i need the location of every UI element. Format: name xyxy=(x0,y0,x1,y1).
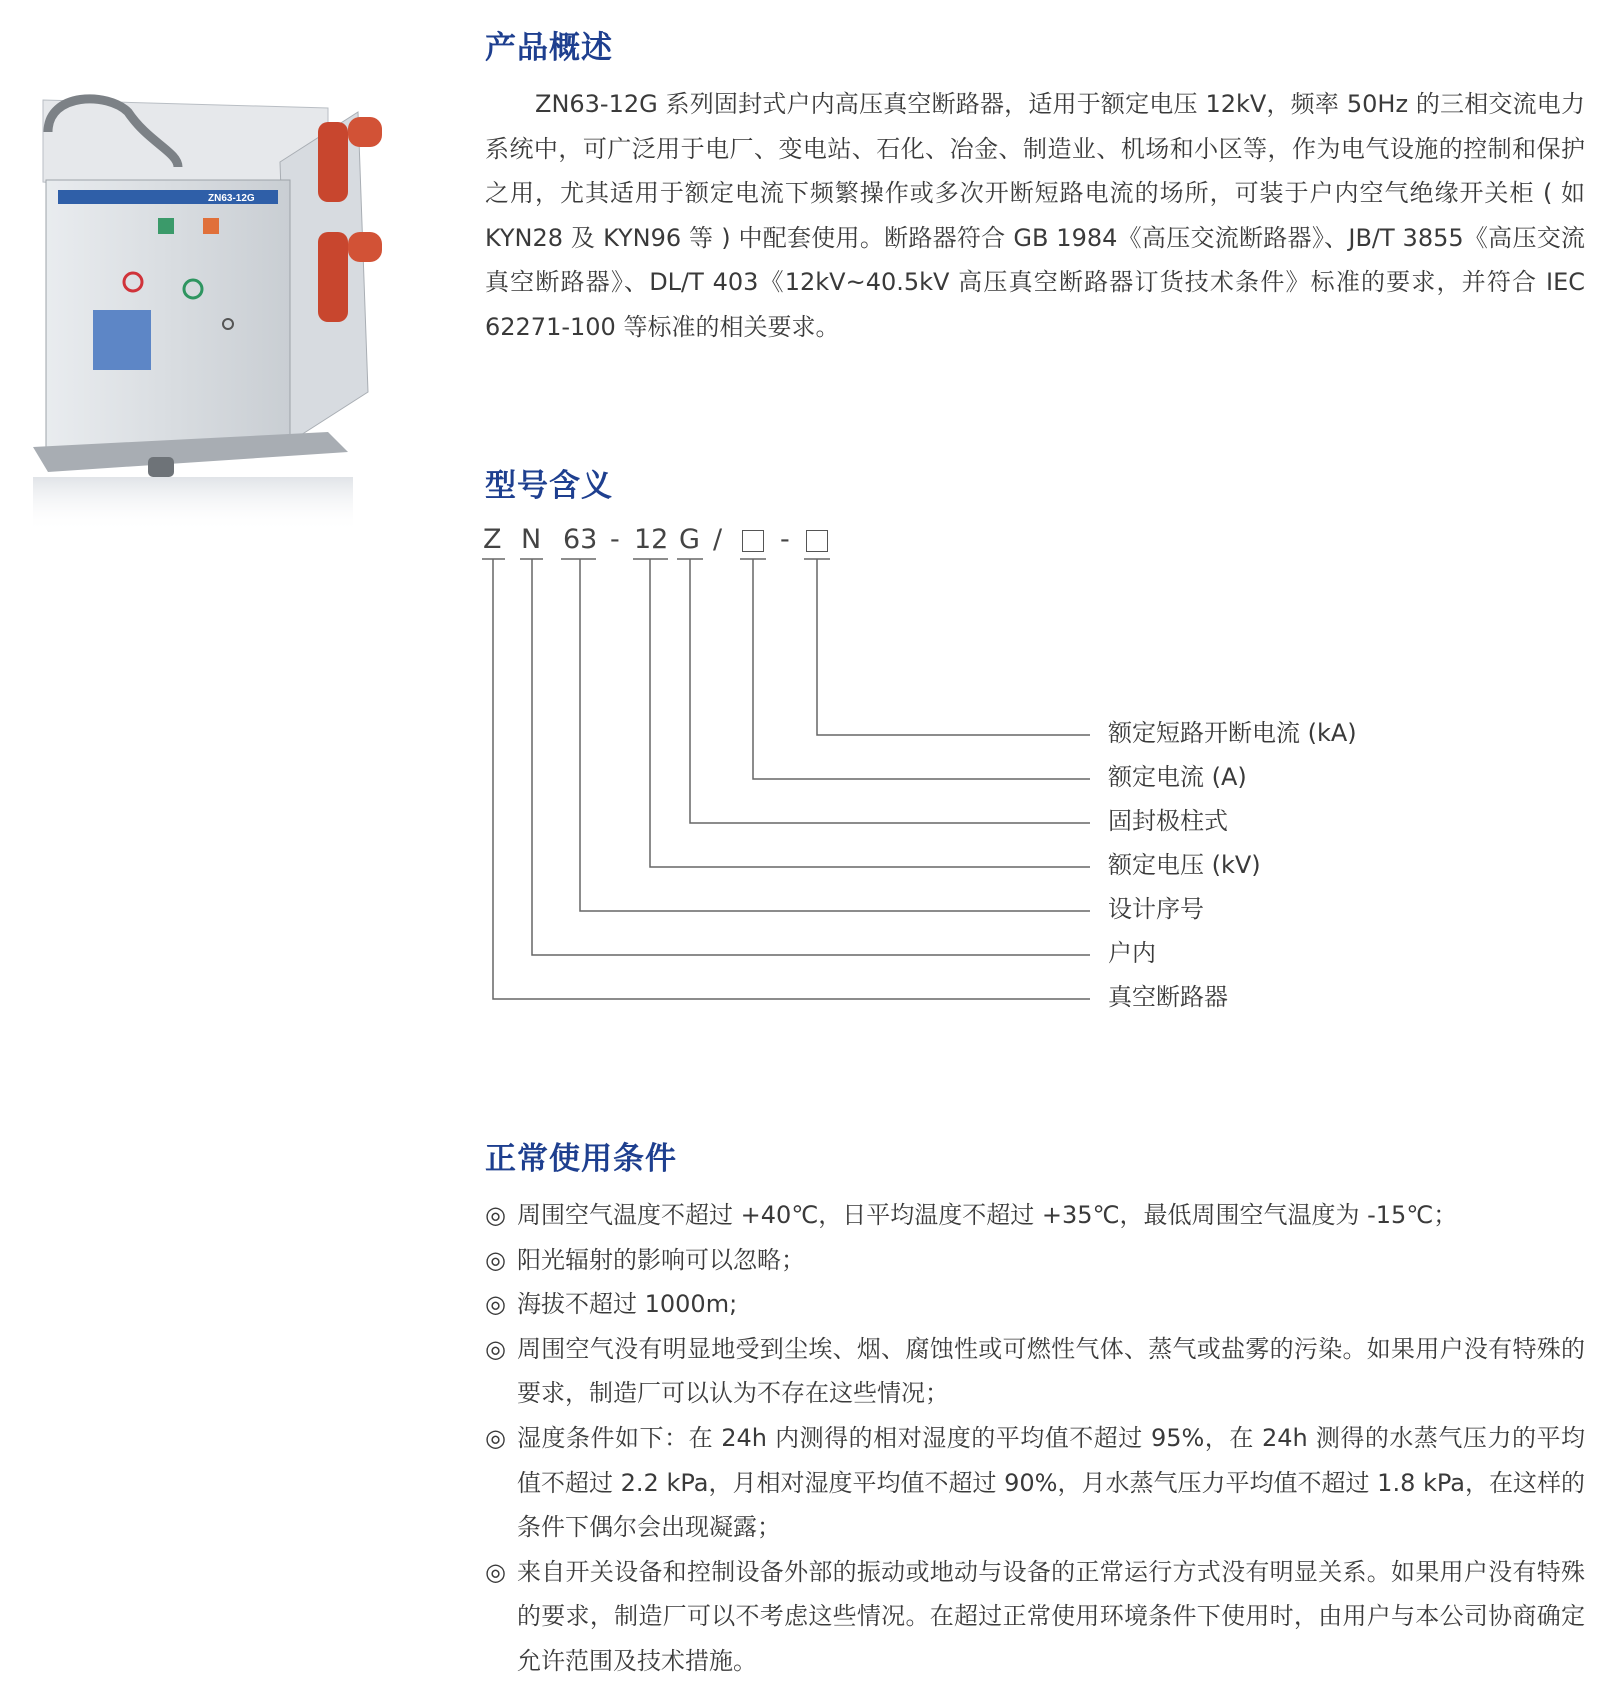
code-box-breaking xyxy=(806,530,828,552)
bullet-icon: ◎ xyxy=(485,1290,506,1319)
list-item xyxy=(485,1282,1585,1327)
code-char-12: 12 xyxy=(634,524,669,555)
condition-text: 阳光辐射的影响可以忽略； xyxy=(517,1245,805,1274)
condition-text: 湿度条件如下：在 24h 内测得的相对湿度的平均值不超过 95%，在 24h 测得的水蒸气压力的平均值不超过 2.2 kPa，月相对湿度平均值不超过 90%，月水蒸气压力平均值不超过 1.8 kPa，在这样的条件下偶尔会出现凝露； xyxy=(517,1423,1585,1542)
code-dash-1: - xyxy=(610,524,620,555)
meaning-pole-type: 固封极柱式 xyxy=(1108,807,1228,835)
meaning-rated-voltage: 额定电压 (kV) xyxy=(1108,851,1261,879)
code-char-63: 63 xyxy=(563,524,598,555)
bullet-icon: ◎ xyxy=(485,1201,506,1229)
condition-text: 海拔不超过 1000m; xyxy=(517,1290,738,1319)
connector-rated-current xyxy=(753,559,1090,779)
conditions-list xyxy=(485,1193,1585,1684)
code-slash: / xyxy=(713,524,723,555)
bullet-icon: ◎ xyxy=(485,1334,506,1363)
connector-design-no xyxy=(580,559,1090,911)
bullet-icon: ◎ xyxy=(485,1423,506,1452)
meaning-indoor: 户内 xyxy=(1108,939,1156,967)
condition-text: 周围空气温度不超过 +40℃，日平均温度不超过 +35℃，最低周围空气温度为 -15℃； xyxy=(517,1201,1458,1229)
conditions-title: 正常使用条件 xyxy=(485,1141,677,1177)
condition-text: 来自开关设备和控制设备外部的振动或地动与设备的正常运行方式没有明显关系。如果用户没有特殊的要求，制造厂可以不考虑这些情况。在超过正常使用环境条件下使用时，由用户与本公司协商确定允许范围及技术措施。 xyxy=(517,1557,1585,1675)
svg-text:ZN63-12G: ZN63-12G xyxy=(208,193,255,204)
overview-text: ZN63-12G 系列固封式户内高压真空断路器，适用于额定电压 12kV，频率 50Hz 的三相交流电力系统中，可广泛用于电厂、变电站、石化、冶金、制造业、机场和小区等，作为电气设施的控制和保护之用，尤其适用于额定电流下频繁操作或多次开断短路电流的场所，可装于户内空气绝缘开关柜 ( 如 KYN28 及 KYN96 等 ) 中配套使用。断路器符合 GB 1984《高压交流断路器》、JB/T 3855《高压交流真空断路器》、DL/T 403《12kV~40.5kV 高压真空断路器订货技术条件》标准的要求，并符合 IEC 62271-100 等标准的相关要求。 xyxy=(485,90,1585,341)
list-item xyxy=(485,1550,1585,1684)
bullet-icon: ◎ xyxy=(485,1245,506,1274)
meaning-breaking-current: 额定短路开断电流 (kA) xyxy=(1108,719,1357,747)
list-item xyxy=(485,1193,1585,1238)
meaning-vacuum-breaker: 真空断路器 xyxy=(1108,983,1228,1011)
connector-pole-type xyxy=(690,559,1090,823)
code-char-z: Z xyxy=(483,524,502,555)
code-box-current xyxy=(742,530,764,552)
condition-text: 周围空气没有明显地受到尘埃、烟、腐蚀性或可燃性气体、蒸气或盐雾的污染。如果用户没有特殊的要求，制造厂可以认为不存在这些情况； xyxy=(517,1334,1585,1408)
list-item xyxy=(485,1327,1585,1416)
product-image xyxy=(28,92,428,532)
list-item xyxy=(485,1416,1585,1550)
overview-title: 产品概述 xyxy=(485,30,613,66)
connector-vacuum xyxy=(493,559,1090,999)
meaning-rated-current: 额定电流 (A) xyxy=(1108,763,1247,791)
connector-rated-voltage xyxy=(650,559,1090,867)
model-meaning-title: 型号含义 xyxy=(485,468,613,504)
meaning-design-number: 设计序号 xyxy=(1108,895,1204,923)
code-dash-2: - xyxy=(780,524,790,555)
bullet-icon: ◎ xyxy=(485,1557,506,1586)
code-char-g: G xyxy=(679,524,700,555)
code-char-n: N xyxy=(521,524,542,555)
connector-indoor xyxy=(532,559,1090,955)
connector-breaking-current xyxy=(817,559,1090,735)
list-item xyxy=(485,1238,1585,1283)
